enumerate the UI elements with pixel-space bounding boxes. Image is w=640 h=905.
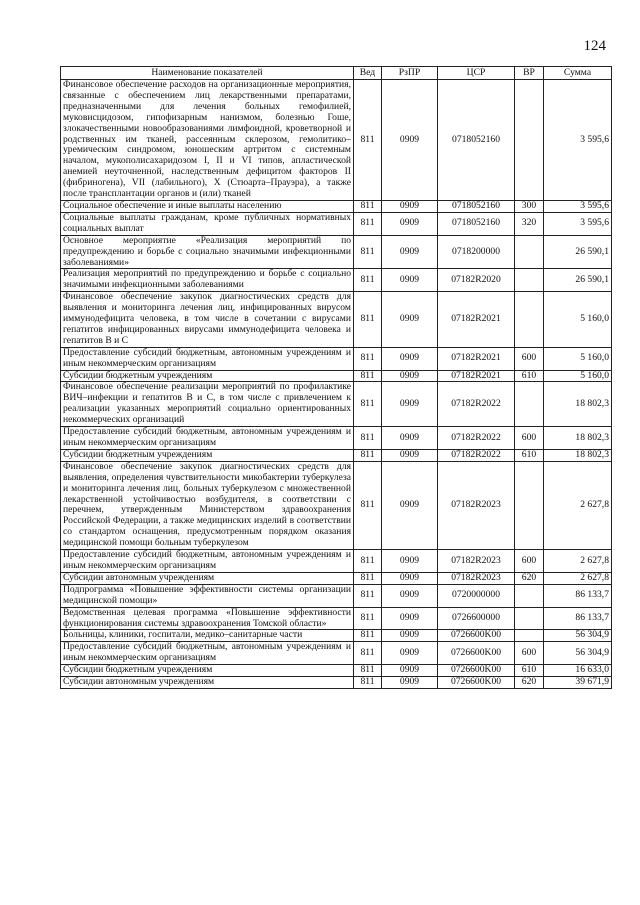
table-row (61, 461, 612, 549)
cell-csr: 07182R2022 (438, 382, 515, 427)
cell-ved: 811 (354, 677, 382, 689)
table-row (61, 80, 612, 201)
cell-rzpr: 0909 (382, 550, 438, 573)
table-row (61, 382, 612, 427)
cell-sum: 5 160,0 (544, 292, 612, 348)
table-row (61, 550, 612, 573)
table-row (61, 427, 612, 450)
cell-sum: 56 304,9 (544, 642, 612, 665)
cell-vr (515, 461, 544, 549)
cell-sum: 26 590,1 (544, 269, 612, 292)
cell-ved: 811 (354, 347, 382, 370)
cell-ved: 811 (354, 212, 382, 235)
cell-csr: 07182R2023 (438, 572, 515, 584)
cell-vr (515, 607, 544, 630)
cell-name: Социальные выплаты гражданам, кроме публичных нормативных социальных выплат (61, 212, 354, 235)
cell-vr: 600 (515, 642, 544, 665)
cell-rzpr: 0909 (382, 642, 438, 665)
cell-ved: 811 (354, 461, 382, 549)
cell-name: Финансовое обеспечение расходов на организационные мероприятия, связанные с обеспечением лиц лекарственными препаратами, предназначенными для лечения больных гемофилией, муковисцидозом, гипофизарным нанизмом, болезнью Гоше, злокачественными новообразованиями лимфоидной, кроветворной и родственных им тканей, рассеянным склерозом, гемолитико–уремическим синдромом, юношеским артритом с системным началом, мукополисахаридозом I, II и VI типов, апластической анемией неуточненной, наследственным дефицитом факторов II (фибриногена), VII (лабильного), X (Стюарта–Прауэра), а также после трансплантации органов и (или) тканей (61, 80, 354, 201)
cell-sum: 2 627,8 (544, 572, 612, 584)
cell-name: Субсидии бюджетным учреждениям (61, 370, 354, 382)
cell-vr (515, 584, 544, 607)
cell-csr: 0718052160 (438, 80, 515, 201)
table-row (61, 630, 612, 642)
cell-csr: 0718200000 (438, 235, 515, 269)
cell-rzpr: 0909 (382, 665, 438, 677)
cell-ved: 811 (354, 382, 382, 427)
cell-csr: 07182R2021 (438, 292, 515, 348)
cell-rzpr: 0909 (382, 449, 438, 461)
cell-sum: 3 595,6 (544, 80, 612, 201)
cell-name: Субсидии бюджетным учреждениям (61, 665, 354, 677)
table-row (61, 642, 612, 665)
cell-vr (515, 269, 544, 292)
cell-sum: 86 133,7 (544, 584, 612, 607)
cell-vr: 600 (515, 550, 544, 573)
cell-csr: 07182R2020 (438, 269, 515, 292)
cell-csr: 0726600K00 (438, 642, 515, 665)
table-row (61, 370, 612, 382)
cell-csr: 0718052160 (438, 200, 515, 212)
cell-sum: 18 802,3 (544, 382, 612, 427)
cell-csr: 0726600K00 (438, 665, 515, 677)
table-row (61, 212, 612, 235)
cell-ved: 811 (354, 200, 382, 212)
table-body (61, 80, 612, 689)
cell-sum: 5 160,0 (544, 347, 612, 370)
cell-ved: 811 (354, 269, 382, 292)
cell-vr: 620 (515, 572, 544, 584)
cell-name: Подпрограмма «Повышение эффективности системы организации медицинской помощи» (61, 584, 354, 607)
header-vr: ВР (515, 67, 544, 80)
header-sum: Сумма (544, 67, 612, 80)
cell-name: Финансовое обеспечение закупок диагностических средств для выявления, определения чувствительности микобактерии туберкулеза и мониторинга лечения лиц, больных туберкулезом с множественной лекарственной устойчивостью возбудителя, в соответствии с перечнем, утвержденным Министерством здравоохранения Российской Федерации, а также медицинских изделий в соответствии со стандартом оснащения, предусмотренным порядком оказания медицинской помощи больным туберкулезом (61, 461, 354, 549)
cell-rzpr: 0909 (382, 80, 438, 201)
cell-vr: 320 (515, 212, 544, 235)
cell-ved: 811 (354, 292, 382, 348)
cell-name: Основное мероприятие «Реализация мероприятий по предупреждению и борьбе с социально значимыми инфекционными заболеваниями» (61, 235, 354, 269)
table-row (61, 269, 612, 292)
header-ved: Вед (354, 67, 382, 80)
cell-sum: 86 133,7 (544, 607, 612, 630)
cell-rzpr: 0909 (382, 607, 438, 630)
table-row (61, 235, 612, 269)
table-row (61, 292, 612, 348)
cell-name: Социальное обеспечение и иные выплаты населению (61, 200, 354, 212)
cell-rzpr: 0909 (382, 427, 438, 450)
cell-csr: 07182R2021 (438, 370, 515, 382)
cell-csr: 07182R2022 (438, 449, 515, 461)
cell-rzpr: 0909 (382, 572, 438, 584)
header-csr: ЦСР (438, 67, 515, 80)
cell-ved: 811 (354, 642, 382, 665)
cell-rzpr: 0909 (382, 292, 438, 348)
cell-csr: 07182R2023 (438, 550, 515, 573)
cell-rzpr: 0909 (382, 212, 438, 235)
cell-vr: 600 (515, 347, 544, 370)
cell-name: Предоставление субсидий бюджетным, автономным учреждениям и иным некоммерческим организациям (61, 642, 354, 665)
cell-vr: 610 (515, 370, 544, 382)
cell-vr: 610 (515, 449, 544, 461)
cell-vr (515, 235, 544, 269)
cell-rzpr: 0909 (382, 677, 438, 689)
cell-name: Финансовое обеспечение закупок диагностических средств для выявления и мониторинга лечения лиц, инфицированных вирусом иммунодефицита человека, в том числе в сочетании с вирусами гепатитов инфицированных вирусами иммунодефицита человека и гепатитов B и C (61, 292, 354, 348)
cell-ved: 811 (354, 584, 382, 607)
cell-csr: 07182R2022 (438, 427, 515, 450)
page-number: 124 (583, 38, 606, 54)
cell-rzpr: 0909 (382, 235, 438, 269)
cell-csr: 07182R2021 (438, 347, 515, 370)
header-name: Наименование показателей (61, 67, 354, 80)
cell-name: Предоставление субсидий бюджетным, автономным учреждениям и иным некоммерческим организациям (61, 347, 354, 370)
cell-sum: 39 671,9 (544, 677, 612, 689)
cell-ved: 811 (354, 630, 382, 642)
table-row (61, 665, 612, 677)
cell-sum: 5 160,0 (544, 370, 612, 382)
table-header-row (61, 67, 612, 80)
cell-rzpr: 0909 (382, 630, 438, 642)
cell-rzpr: 0909 (382, 461, 438, 549)
cell-name: Субсидии автономным учреждениям (61, 677, 354, 689)
cell-sum: 2 627,8 (544, 461, 612, 549)
cell-rzpr: 0909 (382, 584, 438, 607)
cell-ved: 811 (354, 449, 382, 461)
cell-name: Субсидии автономным учреждениям (61, 572, 354, 584)
cell-csr: 0720000000 (438, 584, 515, 607)
cell-vr (515, 630, 544, 642)
cell-csr: 0726600K00 (438, 630, 515, 642)
cell-ved: 811 (354, 572, 382, 584)
cell-rzpr: 0909 (382, 269, 438, 292)
cell-vr: 600 (515, 427, 544, 450)
cell-csr: 07182R2023 (438, 461, 515, 549)
cell-csr: 0726600000 (438, 607, 515, 630)
cell-sum: 18 802,3 (544, 449, 612, 461)
cell-sum: 3 595,6 (544, 200, 612, 212)
table-row (61, 200, 612, 212)
cell-ved: 811 (354, 665, 382, 677)
table-row (61, 607, 612, 630)
cell-csr: 0726600K00 (438, 677, 515, 689)
cell-ved: 811 (354, 607, 382, 630)
cell-ved: 811 (354, 550, 382, 573)
table-row (61, 572, 612, 584)
header-rzpr: РзПР (382, 67, 438, 80)
cell-vr: 610 (515, 665, 544, 677)
cell-ved: 811 (354, 80, 382, 201)
cell-sum: 18 802,3 (544, 427, 612, 450)
cell-rzpr: 0909 (382, 200, 438, 212)
cell-name: Субсидии бюджетным учреждениям (61, 449, 354, 461)
cell-rzpr: 0909 (382, 347, 438, 370)
table-row (61, 677, 612, 689)
table-row (61, 584, 612, 607)
cell-csr: 0718052160 (438, 212, 515, 235)
cell-ved: 811 (354, 427, 382, 450)
cell-name: Предоставление субсидий бюджетным, автономным учреждениям и иным некоммерческим организациям (61, 550, 354, 573)
cell-name: Финансовое обеспечение реализации мероприятий по профилактике ВИЧ–инфекции и гепатитов B и C, в том числе с привлечением к реализации указанных мероприятий социально ориентированных некоммерческих организаций (61, 382, 354, 427)
cell-sum: 2 627,8 (544, 550, 612, 573)
cell-name: Реализация мероприятий по предупреждению и борьбе с социально значимыми инфекционными заболеваниями (61, 269, 354, 292)
budget-table (60, 66, 612, 689)
cell-sum: 56 304,9 (544, 630, 612, 642)
cell-sum: 26 590,1 (544, 235, 612, 269)
cell-ved: 811 (354, 235, 382, 269)
cell-name: Больницы, клиники, госпитали, медико–санитарные части (61, 630, 354, 642)
cell-ved: 811 (354, 370, 382, 382)
cell-vr (515, 292, 544, 348)
cell-vr (515, 80, 544, 201)
cell-vr (515, 382, 544, 427)
cell-sum: 3 595,6 (544, 212, 612, 235)
cell-rzpr: 0909 (382, 382, 438, 427)
cell-rzpr: 0909 (382, 370, 438, 382)
cell-name: Ведомственная целевая программа «Повышение эффективности функционирования системы здравоохранения Томской области» (61, 607, 354, 630)
cell-sum: 16 633,0 (544, 665, 612, 677)
cell-name: Предоставление субсидий бюджетным, автономным учреждениям и иным некоммерческим организациям (61, 427, 354, 450)
cell-vr: 300 (515, 200, 544, 212)
table-row (61, 347, 612, 370)
cell-vr: 620 (515, 677, 544, 689)
table-row (61, 449, 612, 461)
